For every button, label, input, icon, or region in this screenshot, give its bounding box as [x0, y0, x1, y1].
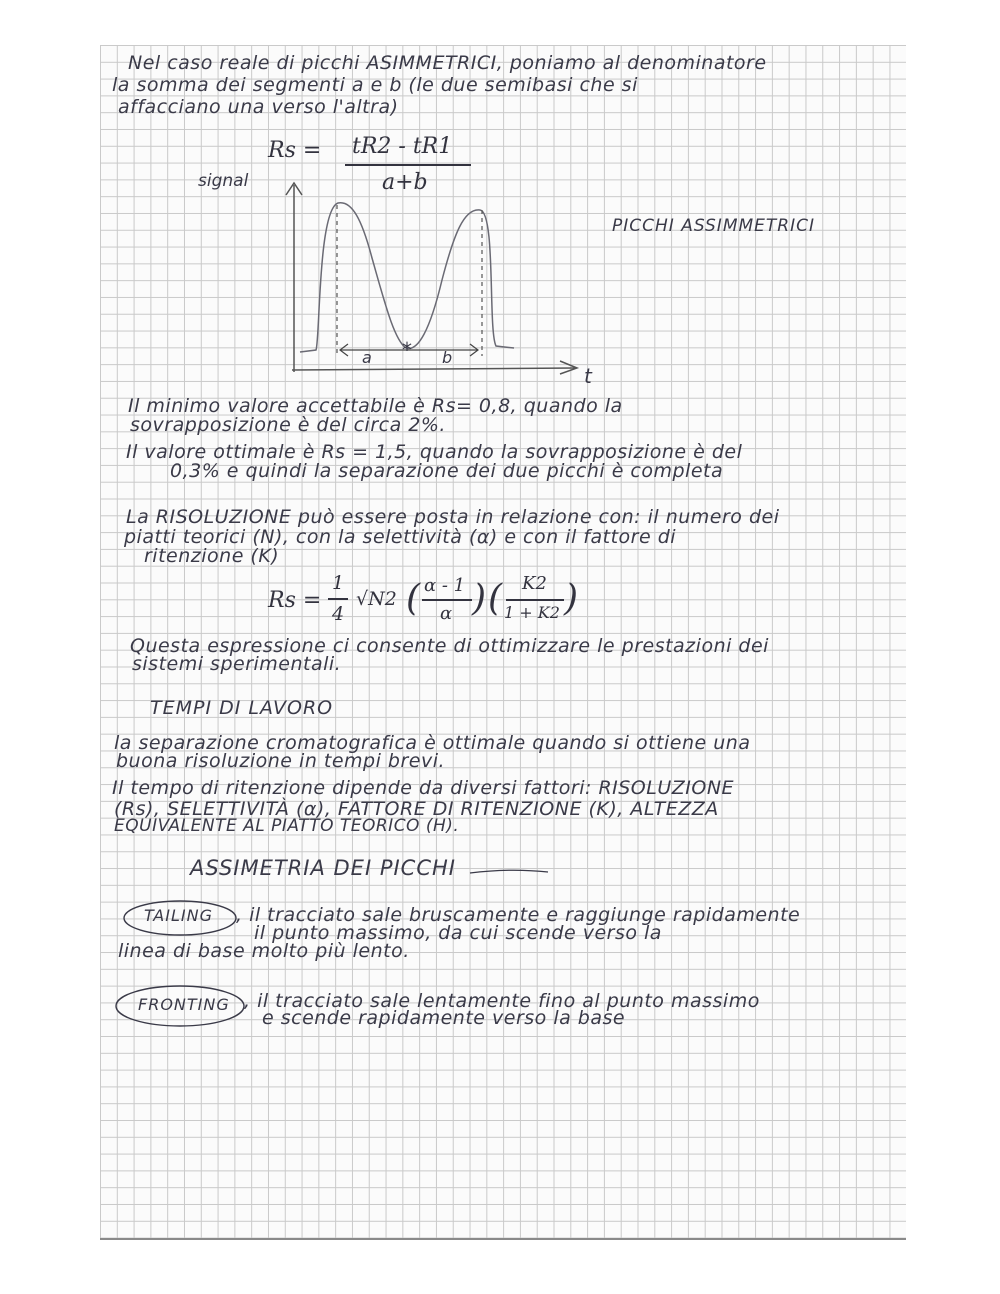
intro-line-1: Nel caso reale di picchi ASIMMETRICI, poniamo al denominatore: [128, 52, 767, 74]
paragraph-ret-line-3: EQUIVALENTE AL PIATTO TEORICO (H).: [114, 816, 460, 836]
y-axis-label: signal: [198, 171, 249, 191]
paragraph-expr-line-1: Questa espressione ci consente di ottimizzare le prestazioni dei: [130, 635, 769, 657]
fronting-label: FRONTING: [138, 995, 230, 1014]
paragraph-res-line-2: piatti teorici (N), con la selettività (α) e con il fattore di: [124, 526, 677, 548]
heading-asym: ASSIMETRIA DEI PICCHI: [190, 856, 456, 880]
paragraph-sep-line-2: buona risoluzione in tempi brevi.: [116, 750, 446, 772]
formula2-paren-close-1: ): [472, 578, 487, 619]
formula1-lhs: Rs =: [268, 138, 322, 163]
formula2-paren-open-1: (: [406, 578, 421, 619]
intersection-star-icon: *: [402, 338, 412, 362]
paragraph-ret-line-2: (Rs), SELETTIVITÀ (α), FATTORE DI RITENZIONE (K), ALTEZZA: [114, 798, 719, 820]
formula2-k-den: 1 + K2: [504, 603, 560, 622]
formula2-alpha-num: α - 1: [424, 575, 466, 596]
fronting-line-1: , il tracciato sale lentamente fino al punto massimo: [244, 990, 760, 1012]
formula2-sqrt: √N2: [356, 588, 397, 610]
formula2-alpha-bar: [422, 599, 472, 601]
paragraph-res-line-3: ritenzione (K): [144, 545, 280, 567]
intro-line-3: affacciano una verso l'altra): [118, 96, 399, 118]
tailing-line-3: linea di base molto più lento.: [118, 940, 410, 962]
segment-a-label: a: [362, 348, 372, 367]
paragraph-opt-line-1: Il valore ottimale è Rs = 1,5, quando la sovrapposizione è del: [126, 441, 743, 463]
formula1-numerator: tR2 - tR1: [352, 134, 453, 159]
x-axis: [292, 368, 575, 370]
paragraph-expr-line-2: sistemi sperimentali.: [132, 653, 342, 675]
chart-caption: PICCHI ASSIMMETRICI: [612, 216, 815, 236]
formula2-lhs: Rs =: [268, 588, 322, 613]
segment-b-label: b: [442, 348, 453, 367]
formula2-k-num: K2: [522, 573, 547, 594]
tailing-line-2: il punto massimo, da cui scende verso la: [254, 922, 662, 944]
formula1-denominator: a+b: [382, 170, 428, 195]
formula2-k-bar: [506, 599, 564, 601]
formula2-quarter-bar: [328, 598, 348, 600]
formula2-alpha-den: α: [440, 603, 453, 624]
fronting-line-2: e scende rapidamente verso la base: [262, 1007, 626, 1029]
tailing-line-1: , il tracciato sale bruscamente e raggiunge rapidamente: [236, 904, 801, 926]
intro-line-2: la somma dei segmenti a e b (le due semibasi che si: [112, 74, 638, 96]
formula2-one: 1: [332, 572, 345, 594]
paragraph-res-line-1: La RISOLUZIONE può essere posta in relazione con: il numero dei: [126, 506, 780, 528]
heading-tempi: TEMPI DI LAVORO: [150, 697, 334, 719]
formula2-four: 4: [332, 603, 345, 625]
formula2-paren-close-2: ): [564, 578, 579, 619]
x-axis-label: t: [584, 364, 592, 388]
tailing-label: TAILING: [144, 906, 213, 925]
paragraph-sep-line-1: la separazione cromatografica è ottimale quando si ottiene una: [114, 732, 751, 754]
paragraph-ret-line-1: Il tempo di ritenzione dipende da diversi fattori: RISOLUZIONE: [112, 777, 735, 799]
paragraph-min-line-2: sovrapposizione è del circa 2%.: [130, 414, 446, 436]
paragraph-opt-line-2: 0,3% e quindi la separazione dei due picchi è completa: [170, 460, 724, 482]
formula2-paren-open-2: (: [488, 578, 503, 619]
paragraph-min-line-1: Il minimo valore accettabile è Rs= 0,8, quando la: [128, 395, 623, 417]
